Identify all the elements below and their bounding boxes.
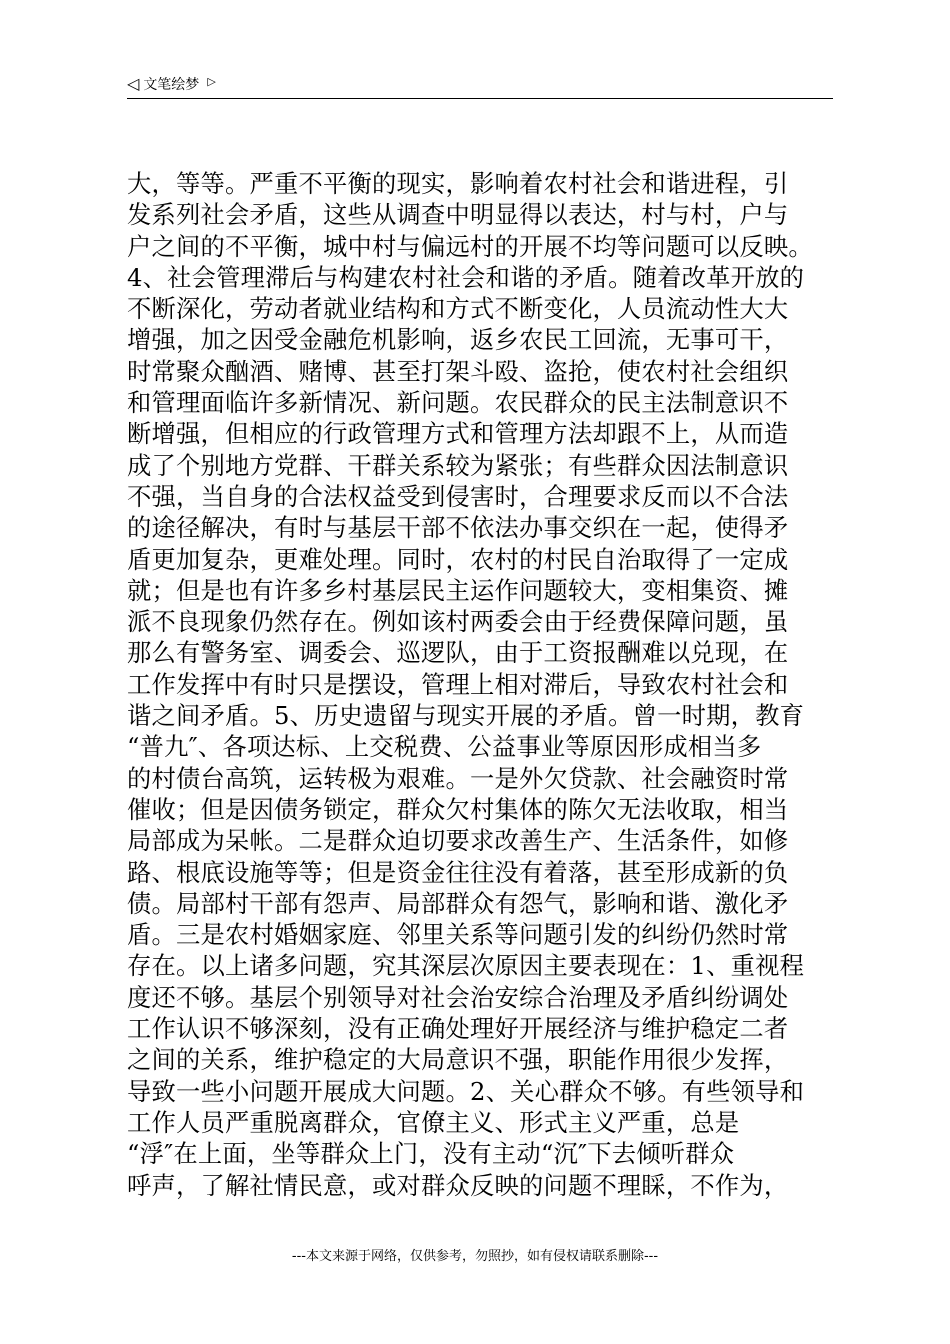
body-text-line: 导致一些小问题开展成大问题。2、关心群众不够。有些领导和: [127, 1076, 805, 1106]
body-text-line: 存在。以上诸多问题，究其深层次原因主要表现在：1、重视程: [127, 951, 805, 981]
footer-disclaimer: ---本文来源于网络，仅供参考，勿照抄，如有侵权请联系删除---: [291, 1249, 659, 1264]
header-brand: [127, 74, 216, 94]
body-text-line: 呼声，了解社情民意，或对群众反映的问题不理睬，不作为，: [127, 1170, 789, 1200]
triangle-right-icon: ▷: [207, 74, 216, 88]
triangle-left-icon: ◁: [127, 74, 140, 93]
body-text-line: 4、社会管理滞后与构建农村社会和谐的矛盾。随着改革开放的: [127, 262, 805, 292]
body-text-line: “普九″、各项达标、上交税费、公益事业等原因形成相当多: [127, 732, 762, 762]
body-text-line: 盾。三是农村婚姻家庭、邻里关系等问题引发的纠纷仍然时常: [127, 920, 789, 950]
body-text-line: 增强，加之因受金融危机影响，返乡农民工回流，无事可干，: [127, 325, 789, 355]
body-text-line: 派不良现象仍然存在。例如该村两委会由于经费保障问题，虽: [127, 607, 789, 637]
header-title: 文笔绘梦: [143, 77, 200, 93]
body-text-line: 就；但是也有许多乡村基层民主运作问题较大，变相集资、摊: [127, 575, 789, 605]
body-text-line: 户之间的不平衡，城中村与偏远村的开展不均等问题可以反映。: [127, 231, 813, 261]
body-text-line: 成了个别地方党群、干群关系较为紧张；有些群众因法制意识: [127, 450, 789, 480]
body-text-line: 工作认识不够深刻，没有正确处理好开展经济与维护稳定二者: [127, 1014, 789, 1044]
body-text-line: 发系列社会矛盾，这些从调查中明显得以表达，村与村，户与: [127, 200, 789, 230]
document-body: [127, 168, 839, 1201]
body-text-line: 谐之间矛盾。5、历史遗留与现实开展的矛盾。曾一时期，教育: [127, 701, 805, 731]
body-text-line: 的村债台高筑，运转极为艰难。一是外欠贷款、社会融资时常: [127, 763, 789, 793]
body-text-line: 不强，当自身的合法权益受到侵害时，合理要求反而以不合法: [127, 481, 789, 511]
body-text-line: 催收；但是因债务锁定，群众欠村集体的陈欠无法收取，相当: [127, 794, 789, 824]
page-header: [127, 72, 833, 99]
body-text-line: 和管理面临许多新情况、新问题。农民群众的民主法制意识不: [127, 388, 789, 418]
body-text-line: 局部成为呆帐。二是群众迫切要求改善生产、生活条件，如修: [127, 826, 789, 856]
body-text-line: 路、根底设施等等；但是资金往往没有着落，甚至形成新的负: [127, 857, 789, 887]
body-text-line: “浮″在上面，坐等群众上门，没有主动“沉″下去倾听群众: [127, 1139, 735, 1169]
body-text-line: 工作人员严重脱离群众，官僚主义、形式主义严重，总是: [127, 1107, 740, 1137]
body-text-line: 那么有警务室、调委会、巡逻队，由于工资报酬难以兑现，在: [127, 638, 789, 668]
body-text-line: 盾更加复杂，更难处理。同时，农村的村民自治取得了一定成: [127, 544, 789, 574]
body-text-line: 大，等等。严重不平衡的现实，影响着农村社会和谐进程，引: [127, 169, 789, 198]
body-text-line: 债。局部村干部有怨声、局部群众有怨气，影响和谐、激化矛: [127, 888, 789, 918]
body-text-line: 度还不够。基层个别领导对社会治安综合治理及矛盾纠纷调处: [127, 982, 789, 1012]
body-text-line: 工作发挥中有时只是摆设，管理上相对滞后，导致农村社会和: [127, 669, 789, 699]
body-text-line: 断增强，但相应的行政管理方式和管理方法却跟不上，从而造: [127, 419, 789, 449]
body-text-line: 的途径解决，有时与基层干部不依法办事交织在一起，使得矛: [127, 513, 789, 543]
body-text-line: 时常聚众酗酒、赌博、甚至打架斗殴、盗抢，使农村社会组织: [127, 356, 789, 386]
body-text-line: 不断深化，劳动者就业结构和方式不断变化，人员流动性大大: [127, 294, 789, 324]
body-text-line: 之间的关系，维护稳定的大局意识不强，职能作用很少发挥，: [127, 1045, 789, 1075]
